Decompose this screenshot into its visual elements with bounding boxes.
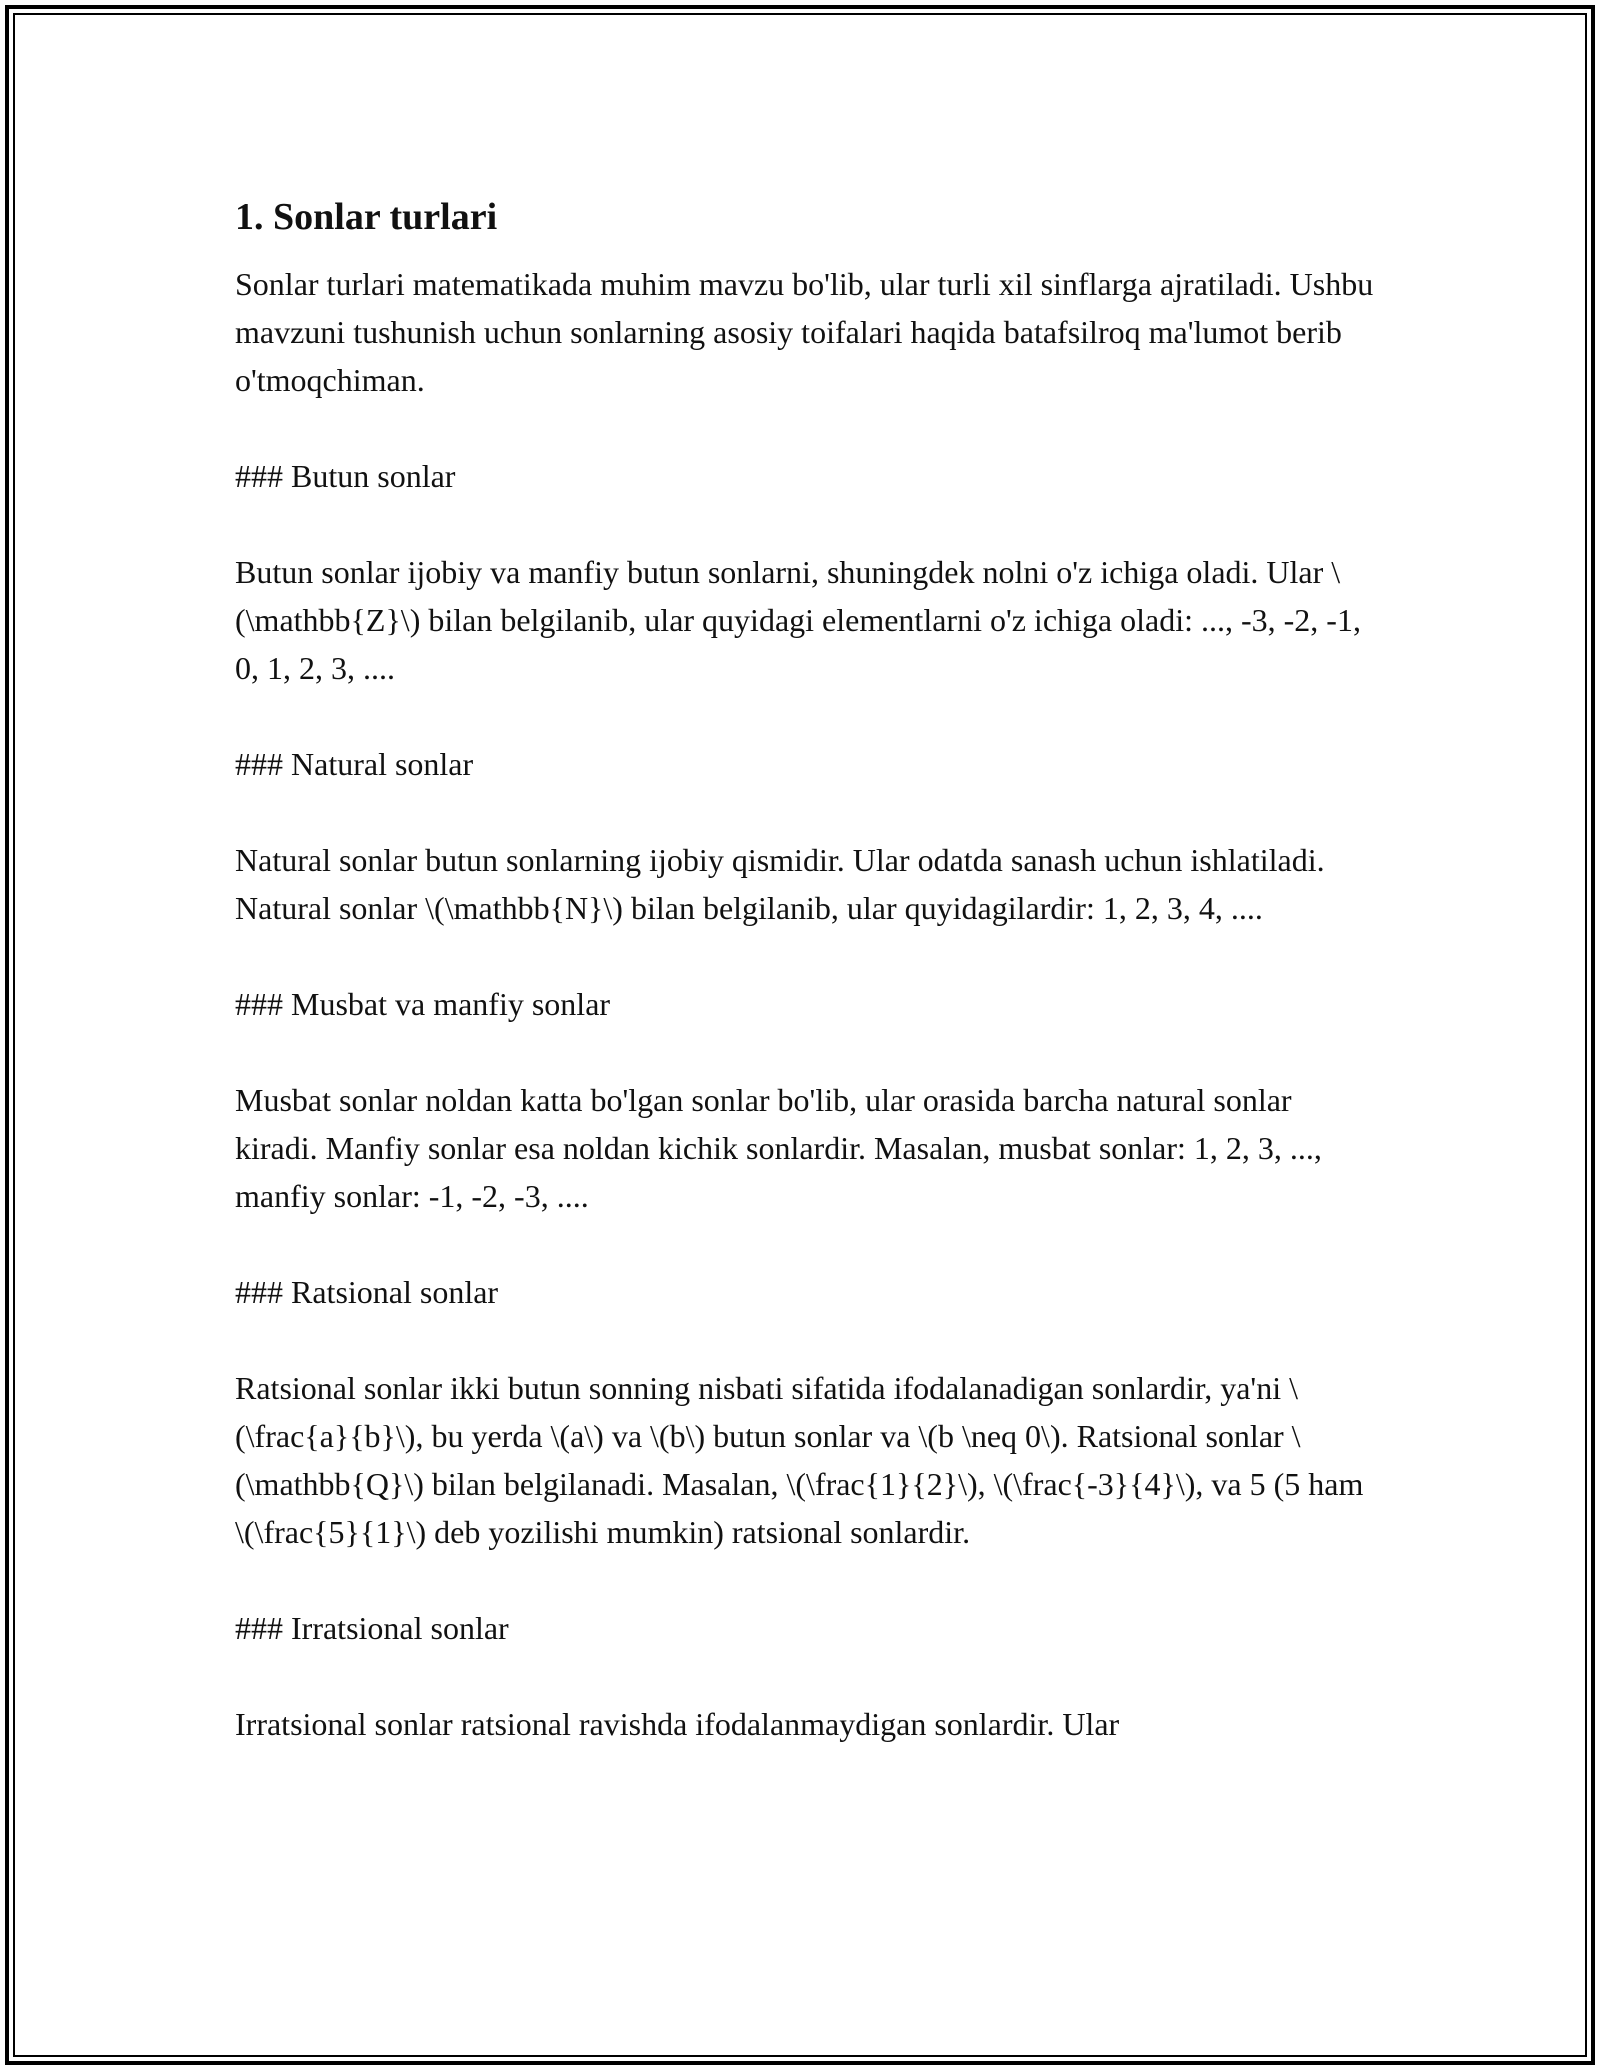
section-body-musbat-manfiy: Musbat sonlar noldan katta bo'lgan sonlar bo'lib, ular orasida barcha natural sonlar kiradi. Manfiy sonlar esa noldan kichik sonlardir. Masalan, musbat sonlar: 1, 2, 3, ..., manfiy sonlar: -1, -2, -3, ....	[235, 1082, 1322, 1214]
page-title: 1. Sonlar turlari	[235, 196, 498, 238]
section-heading-irratsional-sonlar: ### Irratsional sonlar	[235, 1610, 509, 1646]
section-body-natural-sonlar: Natural sonlar butun sonlarning ijobiy qismidir. Ular odatda sanash uchun ishlatiladi. Natural sonlar \(\mathbb{N}\) bilan belgilanib, ular quyidagilardir: 1, 2, 3, 4, ....	[235, 842, 1325, 926]
section-body-irratsional-sonlar: Irratsional sonlar ratsional ravishda ifodalanmaydigan sonlardir. Ular	[235, 1706, 1120, 1742]
section-body-butun-sonlar: Butun sonlar ijobiy va manfiy butun sonlarni, shuningdek nolni o'z ichiga oladi. Ular \(\mathbb{Z}\) bilan belgilanib, ular quyidagi elementlarni o'z ichiga oladi: ..., -3, -2, -1, 0, 1, 2, 3, ....	[235, 554, 1361, 686]
section-heading-butun-sonlar: ### Butun sonlar	[235, 458, 456, 494]
section-heading-musbat-manfiy: ### Musbat va manfiy sonlar	[235, 986, 611, 1022]
section-heading-ratsional-sonlar: ### Ratsional sonlar	[235, 1274, 499, 1310]
section-body-ratsional-sonlar: Ratsional sonlar ikki butun sonning nisbati sifatida ifodalanadigan sonlardir, ya'ni \(\frac{a}{b}\), bu yerda \(a\) va \(b\) butun sonlar va \(b \neq 0\). Ratsional sonlar \(\mathbb{Q}\) bilan belgilanadi. Masalan, \(\frac{1}{2}\), \(\frac{-3}{4}\), va 5 (5 ham \(\frac{5}{1}\) deb yozilishi mumkin) ratsional sonlardir.	[235, 1370, 1364, 1550]
intro-paragraph: Sonlar turlari matematikada muhim mavzu bo'lib, ular turli xil sinflarga ajratiladi. Ushbu mavzuni tushunish uchun sonlarning asosiy toifalari haqida batafsilroq ma'lumot berib o'tmoqchiman.	[235, 266, 1374, 398]
section-heading-natural-sonlar: ### Natural sonlar	[235, 746, 474, 782]
document-body	[235, 180, 1380, 1796]
